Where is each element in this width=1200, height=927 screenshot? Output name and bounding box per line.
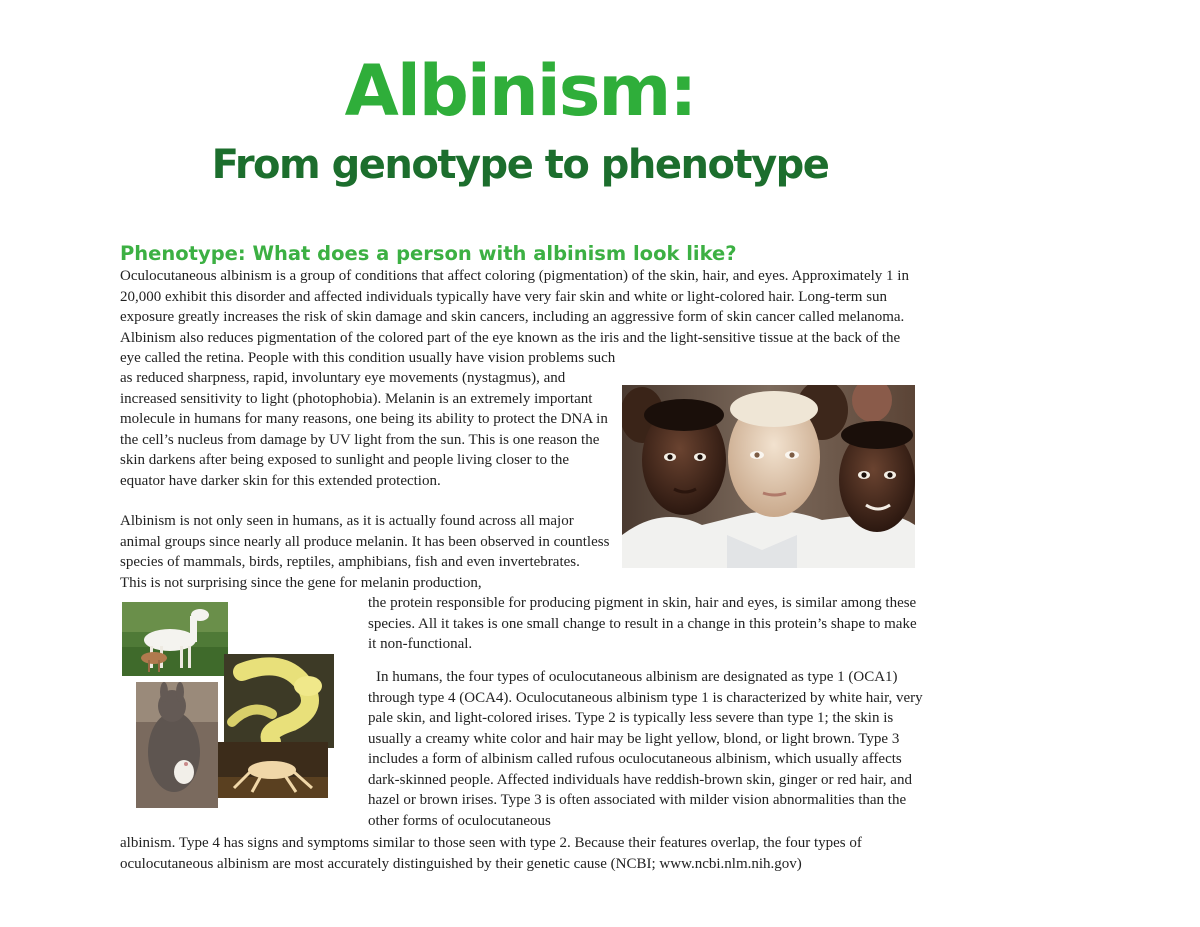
paragraph-oca-types: In humans, the four types of oculocutaneous albinism are designated as type 1 (OCA1) through type 4 (OCA4). Oculocutaneous albinism type 1 is characterized by white hair, very pale skin, and light-colored irises. Type 2 is typically less severe than type 1; the skin is usually a creamy white color and hair may be light yellow, blond, or light brown. Type 3 includes a form of albinism called rufous oculocutaneous albinism, which usually affects dark-skinned people. Affected individuals have reddish-brown skin, ginger or red hair, and hazel or brown irises. Type 3 is often associated with milder vision abnormalities than the other forms of oculocutaneous <box>368 669 923 829</box>
albino-python-photo <box>224 654 334 748</box>
page-subtitle: From genotype to phenotype <box>211 142 829 188</box>
page-title: Albinism: <box>344 50 696 132</box>
children-photo <box>622 385 915 568</box>
paragraph-oca-type4: albinism. Type 4 has signs and symptoms similar to those seen with type 2. Because their features overlap, the four types of oculocutaneous albinism are most accurately distinguished by their genetic cause (NCBI; www.ncbi.nlm.nih.gov) <box>120 835 862 872</box>
section-heading: Phenotype: What does a person with albinism look like? <box>120 242 737 265</box>
paragraph-animals: Albinism is not only seen in humans, as it is actually found across all major animal groups since nearly all produce melanin. It has been observed in countless species of mammals, birds, reptiles, amphibians, fish and even invertebrates. This is not surprising since the gene for melanin production, <box>120 513 610 591</box>
albino-wallaby-photo <box>136 682 218 808</box>
albino-frog-photo <box>218 742 328 798</box>
paragraph-intro: Oculocutaneous albinism is a group of conditions that affect coloring (pigmentation) of the skin, hair, and eyes. Approximately 1 in 20,000 exhibit this disorder and affected individuals typically have very fair skin and white or light-colored hair. Long-term sun exposure greatly increases the risk of skin damage and skin cancers, including an aggressive form of skin cancer called melanoma. Albinism also reduces pigmentation of the colored part of the eye known as the iris and the light-sensitive tissue at the back of the eye called the retina. People with this condition usually have vision problems such <box>120 268 909 366</box>
albino-animals-collage <box>122 602 334 808</box>
paragraph-vision-melanin: as reduced sharpness, rapid, involuntary eye movements (nystagmus), and increased sensitivity to light (photophobia). Melanin is an extremely important molecule in humans for many reasons, one being its ability to protect the DNA in the cell’s nucleus from damage by UV light from the sun. This is one reason the skin darkens after being exposed to sunlight and people living closer to the equator have darker skin for this extended protection. <box>120 370 608 489</box>
albino-deer-photo <box>122 602 228 676</box>
paragraph-protein: the protein responsible for producing pigment in skin, hair and eyes, is similar among these species. All it takes is one small change to result in a change in this protein’s shape to make it non-functional. <box>368 595 917 652</box>
